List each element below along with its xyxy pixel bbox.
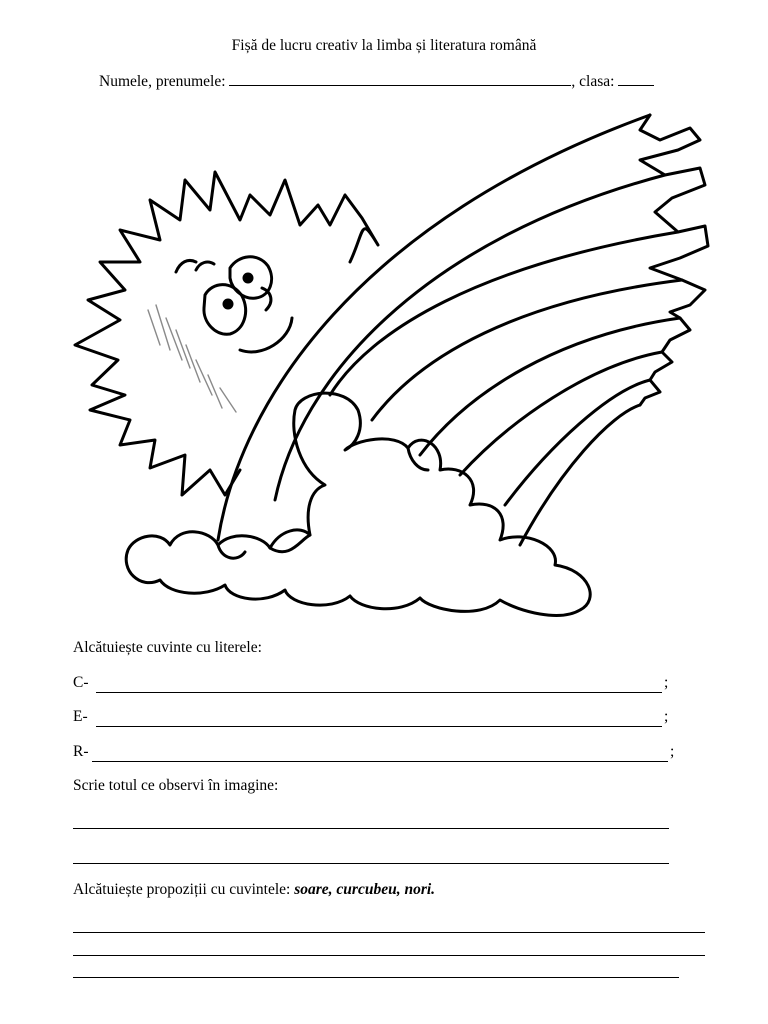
letter-r-suffix: ; xyxy=(670,743,675,760)
sentence-line-1[interactable] xyxy=(73,932,705,933)
sentence-line-3[interactable] xyxy=(73,977,679,978)
cheek-shading xyxy=(148,305,236,412)
letter-c-prefix: C- xyxy=(73,674,89,691)
section3-words: soare, curcubeu, nori. xyxy=(294,881,436,898)
observation-line-1[interactable] xyxy=(73,828,669,829)
letter-r-prefix: R- xyxy=(73,743,89,760)
section1-heading: Alcătuiește cuvinte cu literele: xyxy=(73,639,262,656)
sun-icon xyxy=(75,172,378,495)
class-label: , clasa: xyxy=(571,73,615,90)
letter-e-suffix: ; xyxy=(664,708,669,725)
section3-heading: Alcătuiește propoziții cu cuvintele: xyxy=(73,881,291,898)
page-title: Fișă de lucru creativ la limba și literatura română xyxy=(231,37,537,54)
letter-c-suffix: ; xyxy=(664,674,669,691)
name-label: Numele, prenumele: xyxy=(99,73,226,90)
cloud-icon xyxy=(126,393,590,615)
sentence-line-2[interactable] xyxy=(73,955,705,956)
letter-r-answer[interactable] xyxy=(92,745,668,762)
section3-heading-row xyxy=(73,881,435,899)
section2-heading: Scrie totul ce observi în imagine: xyxy=(73,777,279,794)
observation-line-2[interactable] xyxy=(73,863,669,864)
letter-c-answer[interactable] xyxy=(96,676,662,693)
letter-e-answer[interactable] xyxy=(96,710,662,727)
rainbow-icon xyxy=(218,115,708,545)
letter-e-prefix: E- xyxy=(73,708,88,725)
